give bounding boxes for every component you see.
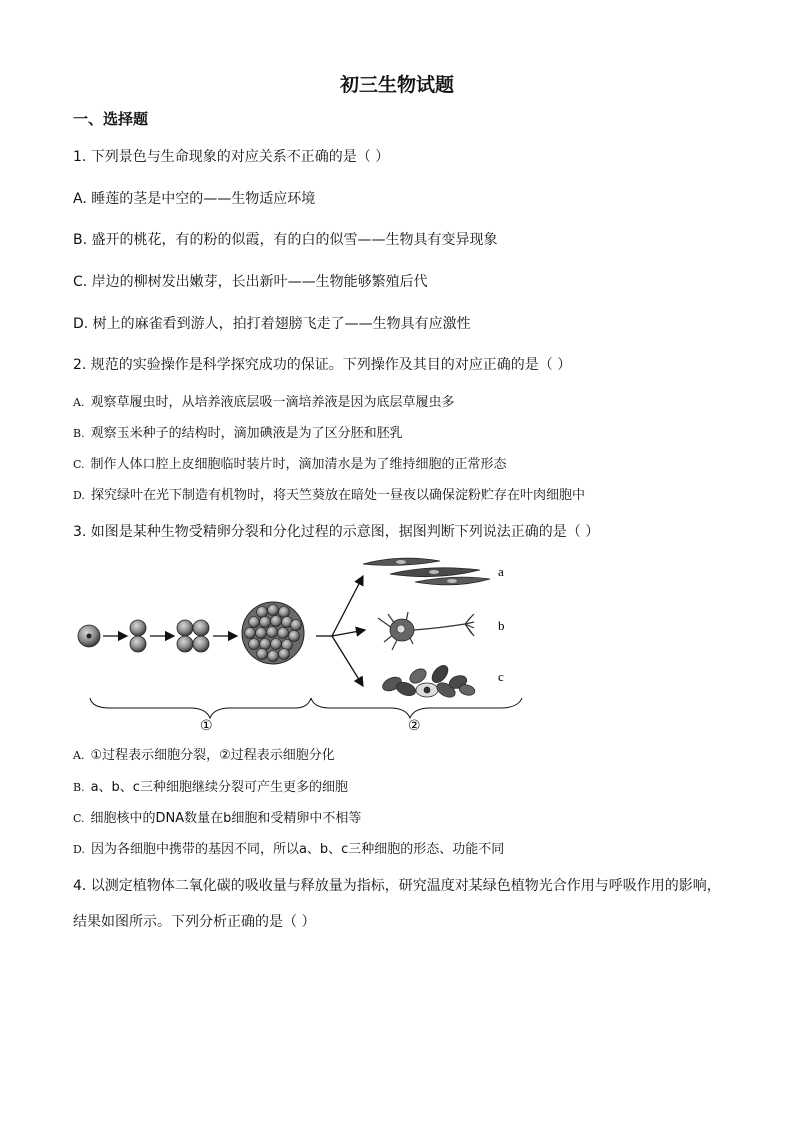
four-cell-stage	[177, 620, 209, 652]
question-3-option-c	[73, 807, 361, 826]
question-3-stem: 3. 如图是某种生物受精卵分裂和分化过程的示意图，据图判断下列说法正确的是（ ）	[73, 524, 600, 540]
option-text: ①过程表示细胞分裂，②过程表示细胞分化	[90, 748, 335, 763]
question-2-option-b	[73, 422, 403, 441]
question-3-option-d	[73, 838, 504, 857]
brace-stage-2	[311, 698, 522, 718]
option-text: 观察草履虫时，从培养液底层吸一滴培养液是因为底层草履虫多	[90, 395, 455, 410]
option-letter: C.	[73, 458, 85, 471]
two-cell-stage	[130, 620, 146, 652]
brace-stage-1	[90, 698, 311, 718]
option-text: 观察玉米种子的结构时，滴加碘液是为了区分胚和胚乳	[90, 426, 403, 441]
cell-division-diagram	[70, 552, 540, 737]
question-2-option-d	[73, 484, 585, 503]
question-4-stem-line-1: 4. 以测定植物体二氧化碳的吸收量与释放量为指标，研究温度对某绿色植物光合作用与呼吸作用的影响，	[73, 878, 721, 894]
label-stage-1: ①	[200, 718, 213, 734]
label-a: a	[498, 564, 504, 579]
neuron-nucleus	[397, 625, 405, 633]
option-letter: B.	[73, 427, 85, 440]
question-1-option-a: A. 睡莲的茎是中空的——生物适应环境	[73, 191, 316, 207]
cell-division-figure	[70, 552, 540, 737]
question-2-option-a	[73, 391, 454, 410]
option-text: 细胞核中的DNA数量在b细胞和受精卵中不相等	[90, 811, 362, 826]
question-3-option-a	[73, 744, 335, 763]
label-stage-2: ②	[408, 718, 421, 734]
question-4-stem-line-2: 结果如图所示。下列分析正确的是（ ）	[73, 914, 316, 930]
option-letter: A.	[73, 749, 85, 762]
label-b: b	[498, 618, 505, 633]
branch-arrows	[316, 576, 365, 686]
question-2-option-c	[73, 453, 507, 472]
page-title: 初三生物试题	[339, 74, 454, 96]
cell-type-a	[363, 558, 490, 585]
cell-type-c	[380, 662, 476, 700]
label-c: c	[498, 669, 504, 684]
multicell-ball	[242, 602, 304, 664]
question-2-stem: 2. 规范的实验操作是科学探究成功的保证。下列操作及其目的对应正确的是（ ）	[73, 357, 572, 373]
section-heading: 一、选择题	[73, 110, 149, 128]
option-letter: B.	[73, 781, 85, 794]
question-1-option-c: C. 岸边的柳树发出嫩芽，长出新叶——生物能够繁殖后代	[73, 274, 428, 290]
zygote	[78, 625, 100, 647]
option-letter: D.	[73, 489, 85, 502]
option-letter: D.	[73, 843, 85, 856]
question-1-option-d: D. 树上的麻雀看到游人，拍打着翅膀飞走了——生物具有应激性	[73, 316, 471, 332]
question-1-stem: 1. 下列景色与生命现象的对应关系不正确的是（ ）	[73, 149, 390, 165]
option-text: 探究绿叶在光下制造有机物时，将天竺葵放在暗处一昼夜以确保淀粉贮存在叶肉细胞中	[90, 488, 585, 503]
option-text: 制作人体口腔上皮细胞临时装片时，滴加清水是为了维持细胞的正常形态	[90, 457, 507, 472]
option-letter: A.	[73, 396, 85, 409]
option-text: a、b、c三种细胞继续分裂可产生更多的细胞	[90, 780, 348, 795]
option-letter: C.	[73, 812, 85, 825]
option-text: 因为各细胞中携带的基因不同，所以a、b、c三种细胞的形态、功能不同	[90, 842, 505, 857]
question-3-option-b	[73, 776, 348, 795]
question-1-option-b: B. 盛开的桃花，有的粉的似霞，有的白的似雪——生物具有变异现象	[73, 232, 498, 248]
